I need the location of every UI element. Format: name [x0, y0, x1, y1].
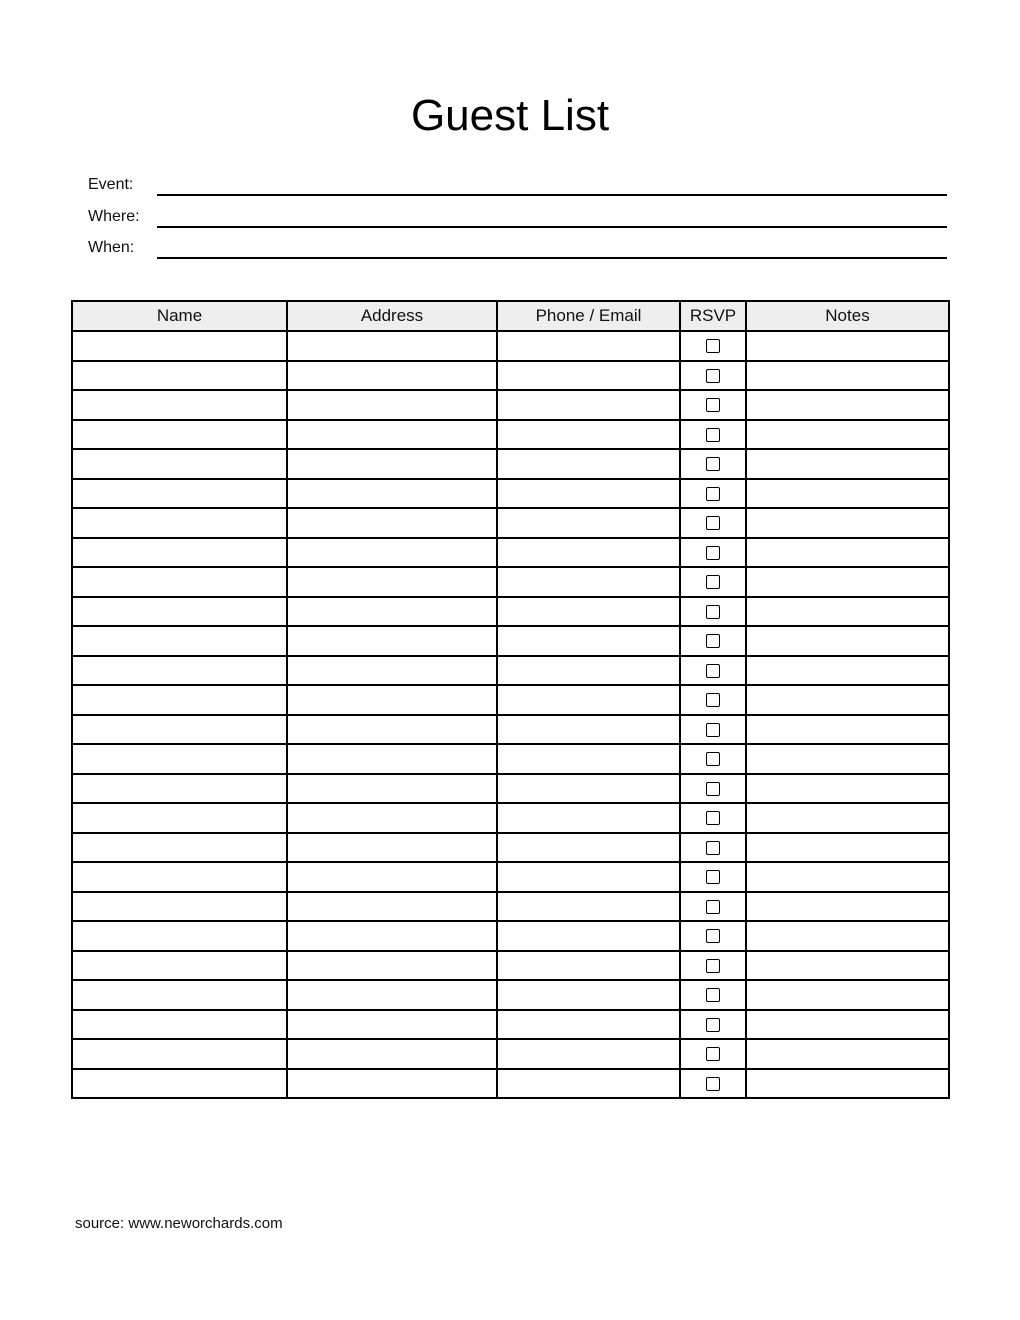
table-row: [72, 1010, 949, 1040]
address-cell[interactable]: [287, 951, 497, 981]
address-cell[interactable]: [287, 892, 497, 922]
rsvp-cell: [680, 1010, 746, 1040]
phone-email-cell[interactable]: [497, 1010, 680, 1040]
rsvp-cell: [680, 744, 746, 774]
table-row: [72, 567, 949, 597]
rsvp-checkbox[interactable]: [706, 811, 720, 825]
name-cell[interactable]: [72, 508, 287, 538]
rsvp-checkbox[interactable]: [706, 782, 720, 796]
notes-cell[interactable]: [746, 626, 949, 656]
rsvp-checkbox[interactable]: [706, 605, 720, 619]
phone-email-cell[interactable]: [497, 390, 680, 420]
rsvp-cell: [680, 862, 746, 892]
where-label: Where:: [88, 208, 140, 225]
notes-cell[interactable]: [746, 538, 949, 568]
phone-email-cell[interactable]: [497, 449, 680, 479]
rsvp-cell: [680, 980, 746, 1010]
rsvp-cell: [680, 951, 746, 981]
notes-cell[interactable]: [746, 1039, 949, 1069]
column-header-address: Address: [287, 301, 497, 331]
where-line: [157, 226, 947, 228]
when-field: [88, 238, 947, 262]
table-row: [72, 892, 949, 922]
address-cell[interactable]: [287, 862, 497, 892]
address-cell[interactable]: [287, 744, 497, 774]
event-label: Event:: [88, 176, 134, 193]
address-cell[interactable]: [287, 420, 497, 450]
name-cell[interactable]: [72, 774, 287, 804]
phone-email-cell[interactable]: [497, 567, 680, 597]
name-cell[interactable]: [72, 951, 287, 981]
address-cell[interactable]: [287, 980, 497, 1010]
rsvp-checkbox[interactable]: [706, 634, 720, 648]
phone-email-cell[interactable]: [497, 331, 680, 361]
phone-email-cell[interactable]: [497, 656, 680, 686]
phone-email-cell[interactable]: [497, 626, 680, 656]
event-line: [157, 194, 947, 196]
phone-email-cell[interactable]: [497, 715, 680, 745]
notes-cell[interactable]: [746, 331, 949, 361]
name-cell[interactable]: [72, 921, 287, 951]
phone-email-cell[interactable]: [497, 361, 680, 391]
address-cell[interactable]: [287, 833, 497, 863]
address-cell[interactable]: [287, 803, 497, 833]
phone-email-cell[interactable]: [497, 803, 680, 833]
rsvp-cell: [680, 921, 746, 951]
address-cell[interactable]: [287, 1069, 497, 1099]
notes-cell[interactable]: [746, 449, 949, 479]
name-cell[interactable]: [72, 892, 287, 922]
rsvp-cell: [680, 361, 746, 391]
name-cell[interactable]: [72, 980, 287, 1010]
notes-cell[interactable]: [746, 1069, 949, 1099]
rsvp-checkbox[interactable]: [706, 398, 720, 412]
table-row: [72, 361, 949, 391]
phone-email-cell[interactable]: [497, 892, 680, 922]
address-cell[interactable]: [287, 1010, 497, 1040]
guest-rows: [72, 331, 949, 1098]
rsvp-cell: [680, 479, 746, 509]
column-header-name: Name: [72, 301, 287, 331]
rsvp-checkbox[interactable]: [706, 428, 720, 442]
table-header-row: [72, 301, 949, 331]
rsvp-cell: [680, 803, 746, 833]
table-row: [72, 921, 949, 951]
table-row: [72, 538, 949, 568]
name-cell[interactable]: [72, 744, 287, 774]
phone-email-cell[interactable]: [497, 420, 680, 450]
rsvp-checkbox[interactable]: [706, 369, 720, 383]
phone-email-cell[interactable]: [497, 479, 680, 509]
rsvp-checkbox[interactable]: [706, 959, 720, 973]
name-cell[interactable]: [72, 538, 287, 568]
rsvp-checkbox[interactable]: [706, 1018, 720, 1032]
table-row: [72, 862, 949, 892]
address-cell[interactable]: [287, 538, 497, 568]
table-row: [72, 774, 949, 804]
phone-email-cell[interactable]: [497, 1039, 680, 1069]
phone-email-cell[interactable]: [497, 833, 680, 863]
notes-cell[interactable]: [746, 567, 949, 597]
source-credit: source: www.neworchards.com: [75, 1215, 283, 1232]
table-row: [72, 951, 949, 981]
rsvp-cell: [680, 597, 746, 627]
address-cell[interactable]: [287, 449, 497, 479]
phone-email-cell[interactable]: [497, 508, 680, 538]
name-cell[interactable]: [72, 449, 287, 479]
table-row: [72, 656, 949, 686]
address-cell[interactable]: [287, 1039, 497, 1069]
rsvp-checkbox[interactable]: [706, 339, 720, 353]
notes-cell[interactable]: [746, 1010, 949, 1040]
table-row: [72, 390, 949, 420]
name-cell[interactable]: [72, 390, 287, 420]
table-row: [72, 626, 949, 656]
name-cell[interactable]: [72, 361, 287, 391]
phone-email-cell[interactable]: [497, 774, 680, 804]
notes-cell[interactable]: [746, 685, 949, 715]
rsvp-cell: [680, 715, 746, 745]
notes-cell[interactable]: [746, 862, 949, 892]
notes-cell[interactable]: [746, 420, 949, 450]
notes-cell[interactable]: [746, 715, 949, 745]
rsvp-cell: [680, 626, 746, 656]
rsvp-checkbox[interactable]: [706, 575, 720, 589]
rsvp-checkbox[interactable]: [706, 900, 720, 914]
phone-email-cell[interactable]: [497, 951, 680, 981]
rsvp-cell: [680, 449, 746, 479]
address-cell[interactable]: [287, 361, 497, 391]
phone-email-cell[interactable]: [497, 685, 680, 715]
page-title: Guest List: [410, 91, 610, 140]
address-cell[interactable]: [287, 921, 497, 951]
name-cell[interactable]: [72, 1039, 287, 1069]
rsvp-cell: [680, 567, 746, 597]
notes-cell[interactable]: [746, 774, 949, 804]
rsvp-cell: [680, 508, 746, 538]
rsvp-cell: [680, 390, 746, 420]
rsvp-checkbox[interactable]: [706, 988, 720, 1002]
when-label: When:: [88, 239, 135, 256]
notes-cell[interactable]: [746, 656, 949, 686]
rsvp-cell: [680, 420, 746, 450]
rsvp-checkbox[interactable]: [706, 1077, 720, 1091]
rsvp-cell: [680, 1069, 746, 1099]
table-row: [72, 803, 949, 833]
rsvp-checkbox[interactable]: [706, 752, 720, 766]
notes-cell[interactable]: [746, 361, 949, 391]
name-cell[interactable]: [72, 626, 287, 656]
phone-email-cell[interactable]: [497, 921, 680, 951]
when-input[interactable]: [162, 238, 947, 256]
rsvp-checkbox[interactable]: [706, 546, 720, 560]
phone-email-cell[interactable]: [497, 862, 680, 892]
notes-cell[interactable]: [746, 892, 949, 922]
event-input[interactable]: [162, 175, 947, 193]
rsvp-cell: [680, 656, 746, 686]
table-row: [72, 980, 949, 1010]
table-row: [72, 1039, 949, 1069]
notes-cell[interactable]: [746, 744, 949, 774]
table-row: [72, 420, 949, 450]
guest-table: [71, 300, 950, 1099]
column-header-rsvp: RSVP: [680, 301, 746, 331]
notes-cell[interactable]: [746, 803, 949, 833]
table-row: [72, 744, 949, 774]
name-cell[interactable]: [72, 567, 287, 597]
rsvp-cell: [680, 1039, 746, 1069]
address-cell[interactable]: [287, 774, 497, 804]
notes-cell[interactable]: [746, 833, 949, 863]
table-row: [72, 685, 949, 715]
address-cell[interactable]: [287, 656, 497, 686]
table-row: [72, 331, 949, 361]
address-cell[interactable]: [287, 715, 497, 745]
rsvp-checkbox[interactable]: [706, 723, 720, 737]
rsvp-checkbox[interactable]: [706, 870, 720, 884]
rsvp-checkbox[interactable]: [706, 693, 720, 707]
address-cell[interactable]: [287, 479, 497, 509]
name-cell[interactable]: [72, 685, 287, 715]
phone-email-cell[interactable]: [497, 597, 680, 627]
rsvp-checkbox[interactable]: [706, 516, 720, 530]
address-cell[interactable]: [287, 331, 497, 361]
name-cell[interactable]: [72, 479, 287, 509]
rsvp-cell: [680, 538, 746, 568]
column-header-phone-email: Phone / Email: [497, 301, 680, 331]
notes-cell[interactable]: [746, 479, 949, 509]
name-cell[interactable]: [72, 715, 287, 745]
address-cell[interactable]: [287, 390, 497, 420]
address-cell[interactable]: [287, 597, 497, 627]
name-cell[interactable]: [72, 331, 287, 361]
rsvp-cell: [680, 774, 746, 804]
rsvp-checkbox[interactable]: [706, 487, 720, 501]
phone-email-cell[interactable]: [497, 980, 680, 1010]
table-row: [72, 1069, 949, 1099]
table-row: [72, 715, 949, 745]
rsvp-cell: [680, 833, 746, 863]
table-row: [72, 597, 949, 627]
notes-cell[interactable]: [746, 597, 949, 627]
rsvp-checkbox[interactable]: [706, 1047, 720, 1061]
event-field: [88, 175, 947, 199]
rsvp-checkbox[interactable]: [706, 664, 720, 678]
phone-email-cell[interactable]: [497, 744, 680, 774]
rsvp-checkbox[interactable]: [706, 929, 720, 943]
where-field: [88, 207, 947, 231]
address-cell[interactable]: [287, 508, 497, 538]
name-cell[interactable]: [72, 862, 287, 892]
rsvp-checkbox[interactable]: [706, 457, 720, 471]
table-row: [72, 449, 949, 479]
name-cell[interactable]: [72, 656, 287, 686]
notes-cell[interactable]: [746, 980, 949, 1010]
notes-cell[interactable]: [746, 508, 949, 538]
rsvp-cell: [680, 685, 746, 715]
phone-email-cell[interactable]: [497, 1069, 680, 1099]
name-cell[interactable]: [72, 597, 287, 627]
rsvp-checkbox[interactable]: [706, 841, 720, 855]
rsvp-cell: [680, 892, 746, 922]
address-cell[interactable]: [287, 626, 497, 656]
table-row: [72, 833, 949, 863]
name-cell[interactable]: [72, 803, 287, 833]
table-row: [72, 508, 949, 538]
address-cell[interactable]: [287, 685, 497, 715]
address-cell[interactable]: [287, 567, 497, 597]
name-cell[interactable]: [72, 1069, 287, 1099]
name-cell[interactable]: [72, 420, 287, 450]
where-input[interactable]: [162, 207, 947, 225]
table-row: [72, 479, 949, 509]
phone-email-cell[interactable]: [497, 538, 680, 568]
notes-cell[interactable]: [746, 390, 949, 420]
name-cell[interactable]: [72, 1010, 287, 1040]
rsvp-cell: [680, 331, 746, 361]
when-line: [157, 257, 947, 259]
column-header-notes: Notes: [746, 301, 949, 331]
notes-cell[interactable]: [746, 921, 949, 951]
notes-cell[interactable]: [746, 951, 949, 981]
name-cell[interactable]: [72, 833, 287, 863]
